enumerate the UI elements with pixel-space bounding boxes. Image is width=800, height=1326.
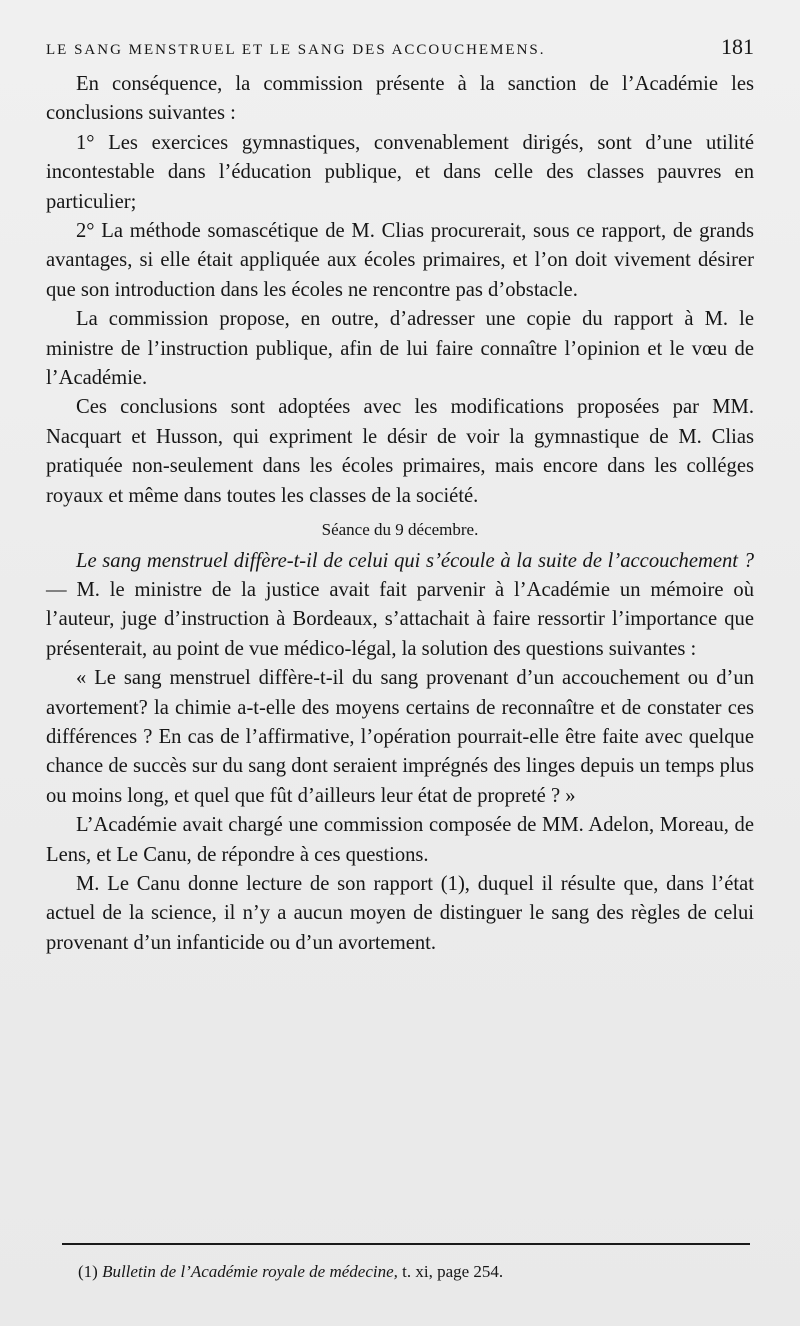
paragraph-conclusion-1: 1° Les exercices gymnastiques, convenablement dirigés, sont d’une utilité incontestable dans l’éducation publique, et dans celle des classes pauvres en particulier; bbox=[46, 131, 754, 213]
paragraph-quoted-questions: « Le sang menstruel diffère-t-il du sang provenant d’un accouchement ou d’un avortement? la chimie a-t-elle des moyens certains de reconnaître et de constater ces différences ? En cas de l’affirmative, l’opération pourrait-elle être faite avec quelque chance de succès sur du sang dont seraient imprégnés des linges depuis un temps plus ou moins long, et quel que fût d’ailleurs leur état de propreté ? » bbox=[46, 667, 754, 807]
paragraph-adoption: Ces conclusions sont adoptées avec les modifications proposées par MM. Nacquart et Husson, qui expriment le désir de voir la gymnastique de M. Clias pratiquée non-seulement dans les écoles primaires, mais encore dans les colléges royaux et même dans toutes les classes de la société. bbox=[46, 396, 754, 507]
body-text bbox=[46, 70, 754, 958]
session-title: Séance du 9 décembre. bbox=[321, 520, 479, 540]
paragraph-commission-proposal: La commission propose, en outre, d’adresser une copie du rapport à M. le ministre de l’instruction publique, afin de lui faire connaître l’opinion et le vœu de l’Académie. bbox=[46, 308, 754, 390]
footnote bbox=[78, 1262, 750, 1282]
running-header bbox=[46, 34, 754, 60]
footnote-title: Bulletin de l’Académie royale de médecine, bbox=[102, 1262, 398, 1281]
paragraph-question-intro bbox=[46, 547, 754, 665]
question-intro-text: — M. le ministre de la justice avait fait parvenir à l’Académie un mémoire où l’auteur, juge d’instruction à Bordeaux, s’attachait à faire ressortir l’importance que présenterait, au point de vue médico-légal, la solution des questions suivantes : bbox=[46, 578, 754, 660]
paragraph-conclusion-2: 2° La méthode somascétique de M. Clias procurerait, sous ce rapport, de grands avantages, si elle était appliquée aux écoles primaires, et l’on doit vivement désirer que son introduction dans les écoles ne rencontre pas d’obstacle. bbox=[46, 220, 754, 301]
footnote-marker: (1) bbox=[78, 1262, 103, 1281]
paragraph-conclusions-intro: En conséquence, la commission présente à la sanction de l’Académie les conclusions suivantes : bbox=[46, 73, 754, 125]
page-number: 181 bbox=[721, 34, 754, 59]
paragraph-commission-members: L’Académie avait chargé une commission composée de MM. Adelon, Moreau, de Lens, et Le Canu, de répondre à ces questions. bbox=[46, 814, 754, 866]
paragraph-report-result: M. Le Canu donne lecture de son rapport (1), duquel il résulte que, dans l’état actuel de la science, il n’y a aucun moyen de distinguer le sang des règles de celui provenant d’un infanticide ou d’un avortement. bbox=[46, 872, 754, 954]
question-heading: Le sang menstruel diffère-t-il de celui qui s’écoule à la suite de l’accouchement ? bbox=[76, 549, 754, 572]
running-title: LE SANG MENSTRUEL ET LE SANG DES ACCOUCHEMENS. bbox=[46, 42, 546, 58]
footnote-reference: t. xi, page 254. bbox=[397, 1262, 504, 1281]
footnote-divider bbox=[62, 1243, 750, 1245]
